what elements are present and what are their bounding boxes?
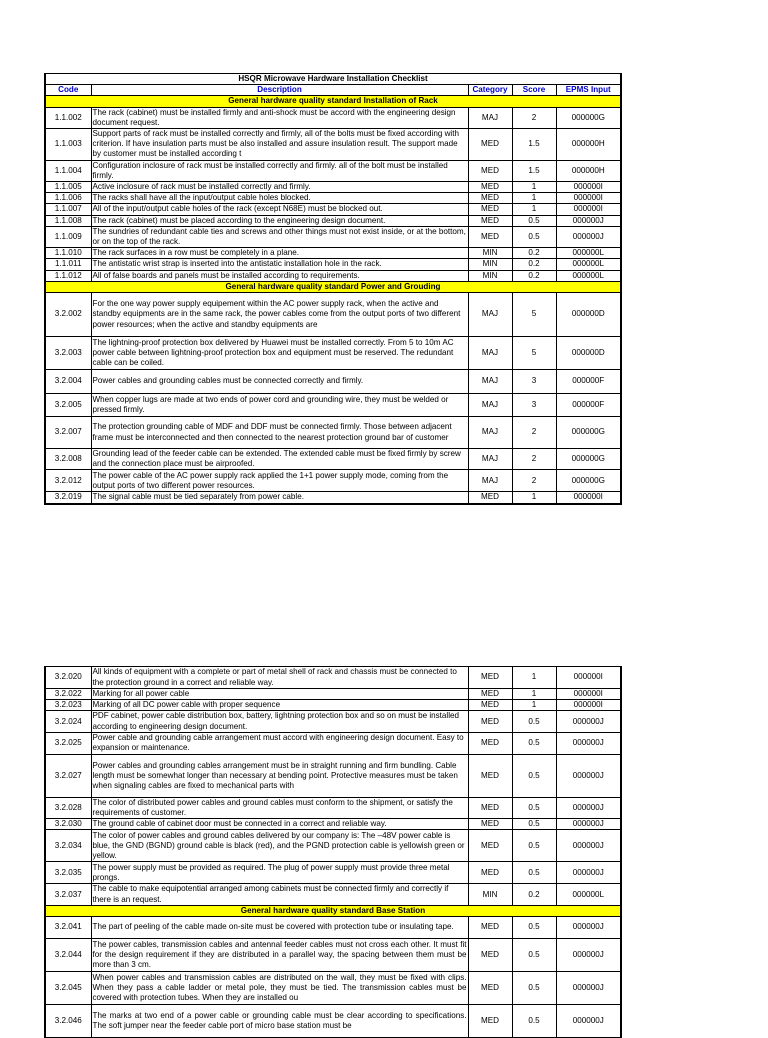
score-cell: 0.5	[512, 1005, 556, 1038]
score-cell: 2	[512, 449, 556, 470]
code-cell: 1.1.004	[45, 160, 91, 181]
epms-input-cell: 000000L	[556, 248, 621, 259]
code-cell: 3.2.041	[45, 917, 91, 939]
epms-input-cell: 000000D	[556, 293, 621, 337]
code-cell: 3.2.034	[45, 830, 91, 862]
category-cell: MAJ	[468, 449, 512, 470]
score-cell: 1	[512, 204, 556, 215]
score-cell: 2	[512, 470, 556, 492]
description-cell: Marking of all DC power cable with proper sequence	[91, 700, 468, 711]
code-cell: 3.2.024	[45, 711, 91, 732]
table-row	[45, 193, 621, 204]
code-cell: 1.1.005	[45, 182, 91, 193]
code-cell: 1.1.002	[45, 107, 91, 128]
epms-input-cell: 000000H	[556, 160, 621, 181]
epms-input-cell: 000000J	[556, 1005, 621, 1038]
table-row	[45, 1005, 621, 1038]
score-cell: 0.5	[512, 830, 556, 862]
description-cell: For the one way power supply equipement within the AC power supply rack, when the active and standby equipments are in the same rack, the power cables come from the output ports of two different power resources; when the active and standby equipments are	[91, 293, 468, 337]
score-cell: 3	[512, 394, 556, 417]
description-cell: Power cables and grounding cables must be connected correctly and firmly.	[91, 370, 468, 394]
table-row	[45, 394, 621, 417]
score-cell: 0.5	[512, 797, 556, 818]
code-cell: 1.1.006	[45, 193, 91, 204]
epms-input-cell: 000000L	[556, 259, 621, 270]
code-cell: 1.1.008	[45, 215, 91, 226]
section-row	[45, 281, 621, 292]
epms-input-cell: 000000J	[556, 939, 621, 972]
code-cell: 3.2.020	[45, 667, 91, 689]
table-row	[45, 248, 621, 259]
table-row	[45, 830, 621, 862]
table-row	[45, 917, 621, 939]
code-cell: 1.1.012	[45, 270, 91, 281]
epms-input-cell: 000000I	[556, 700, 621, 711]
epms-input-cell: 000000J	[556, 226, 621, 247]
description-cell: All of the input/output cable holes of the rack (except N68E) must be blocked out.	[91, 204, 468, 215]
code-cell: 3.2.044	[45, 939, 91, 972]
code-cell: 3.2.046	[45, 1005, 91, 1038]
code-cell: 3.2.003	[45, 337, 91, 370]
category-cell: MAJ	[468, 417, 512, 449]
description-cell: All of false boards and panels must be installed according to requirements.	[91, 270, 468, 281]
score-cell: 3	[512, 370, 556, 394]
epms-input-cell: 000000G	[556, 107, 621, 128]
code-cell: 3.2.028	[45, 797, 91, 818]
category-cell: MED	[468, 129, 512, 161]
category-cell: MED	[468, 1005, 512, 1038]
table-row	[45, 449, 621, 470]
code-cell: 3.2.012	[45, 470, 91, 492]
table-row	[45, 754, 621, 797]
section-heading: General hardware quality standard Base Station	[45, 905, 621, 916]
score-cell: 1	[512, 193, 556, 204]
score-cell: 0.2	[512, 270, 556, 281]
category-cell: MED	[468, 182, 512, 193]
description-cell: Configuration inclosure of rack must be installed correctly and firmly. all of the bolt must be installed firmly.	[91, 160, 468, 181]
table-row	[45, 972, 621, 1005]
epms-input-cell: 000000G	[556, 449, 621, 470]
epms-input-cell: 000000I	[556, 182, 621, 193]
table-row	[45, 732, 621, 754]
score-cell: 0.5	[512, 972, 556, 1005]
code-cell: 3.2.022	[45, 689, 91, 700]
category-cell: MED	[468, 754, 512, 797]
code-cell: 1.1.011	[45, 259, 91, 270]
epms-input-cell: 000000J	[556, 862, 621, 884]
score-cell: 5	[512, 337, 556, 370]
description-cell: Power cable and grounding cable arrangement must accord with engineering design document. Easy to expansion or maintenance.	[91, 732, 468, 754]
checklist-table-bottom	[44, 666, 622, 1038]
epms-input-cell: 000000I	[556, 667, 621, 689]
epms-input-cell: 000000F	[556, 370, 621, 394]
epms-input-cell: 000000J	[556, 711, 621, 732]
description-cell: The ground cable of cabinet door must be connected in a correct and reliable way.	[91, 819, 468, 830]
epms-input-cell: 000000H	[556, 129, 621, 161]
table-row	[45, 417, 621, 449]
table-row	[45, 129, 621, 161]
code-cell: 3.2.005	[45, 394, 91, 417]
table-row	[45, 337, 621, 370]
score-cell: 0.5	[512, 732, 556, 754]
checklist-table-top	[44, 73, 622, 505]
epms-input-cell: 000000F	[556, 394, 621, 417]
table-title: HSQR Microwave Hardware Installation Checklist	[45, 74, 621, 85]
table-row	[45, 862, 621, 884]
code-cell: 3.2.004	[45, 370, 91, 394]
epms-input-cell: 000000I	[556, 204, 621, 215]
description-cell: The power supply must be provided as required. The plug of power supply must provide three metal prongs.	[91, 862, 468, 884]
table-row	[45, 215, 621, 226]
description-cell: Active inclosure of rack must be installed correctly and firmly.	[91, 182, 468, 193]
section-row	[45, 96, 621, 107]
code-cell: 3.2.045	[45, 972, 91, 1005]
epms-input-cell: 000000D	[556, 337, 621, 370]
code-cell: 1.1.007	[45, 204, 91, 215]
table-row	[45, 204, 621, 215]
description-cell: All kinds of equipment with a complete or part of metal shell of rack and chassis must be connected to the protection ground in a correct and reliable way.	[91, 667, 468, 689]
description-cell: Grounding lead of the feeder cable can be extended. The extended cable must be fixed firmly by screw and the connection place must be airproofed.	[91, 449, 468, 470]
header-description: Description	[91, 85, 468, 96]
score-cell: 1	[512, 667, 556, 689]
table-row	[45, 370, 621, 394]
header-code: Code	[45, 85, 91, 96]
score-cell: 2	[512, 417, 556, 449]
category-cell: MED	[468, 215, 512, 226]
category-cell: MED	[468, 204, 512, 215]
category-cell: MED	[468, 160, 512, 181]
category-cell: MED	[468, 700, 512, 711]
code-cell: 3.2.030	[45, 819, 91, 830]
code-cell: 3.2.019	[45, 492, 91, 504]
code-cell: 3.2.027	[45, 754, 91, 797]
description-cell: The protection grounding cable of MDF and DDF must be connected firmly. Those between adjacent frame must be interconnected and then connected to the nearest protection ground bar of customer	[91, 417, 468, 449]
category-cell: MED	[468, 862, 512, 884]
description-cell: The antistatic wrist strap is inserted into the antistatic installation hole in the rack.	[91, 259, 468, 270]
description-cell: The sundries of redundant cable ties and screws and other things must not exist inside, or at the bottom, or on the top of the rack.	[91, 226, 468, 247]
epms-input-cell: 000000J	[556, 732, 621, 754]
table-row	[45, 797, 621, 818]
table-row	[45, 711, 621, 732]
table-row	[45, 939, 621, 972]
description-cell: Support parts of rack must be installed correctly and firmly, all of the bolts must be fixed according with criterion. If have insulation parts must be also installed and assure insulation result. The support made by customer must be installed according t	[91, 129, 468, 161]
category-cell: MIN	[468, 884, 512, 905]
table-row	[45, 689, 621, 700]
description-cell: Power cables and grounding cables arrangement must be in straight running and firm bundling. Cable length must be somewhat longer than necessary at bending point. Protective measures must be taken when signaling cables are fixed to mechanical parts with	[91, 754, 468, 797]
description-cell: The part of peeling of the cable made on-site must be covered with protection tube or insulating tape.	[91, 917, 468, 939]
description-cell: The rack surfaces in a row must be completely in a plane.	[91, 248, 468, 259]
description-cell: The lightning-proof protection box delivered by Huawei must be installed correctly. From 5 to 10m AC power cable between lightning-proof protection box and equipment must be reserved. The redundant cable can be coiled.	[91, 337, 468, 370]
score-cell: 1.5	[512, 160, 556, 181]
category-cell: MAJ	[468, 107, 512, 128]
table-row	[45, 226, 621, 247]
category-cell: MED	[468, 830, 512, 862]
category-cell: MED	[468, 226, 512, 247]
epms-input-cell: 000000G	[556, 417, 621, 449]
description-cell: Marking for all power cable	[91, 689, 468, 700]
description-cell: The cable to make equipotential arranged among cabinets must be connected firmly and correctly if there is an request.	[91, 884, 468, 905]
header-category: Category	[468, 85, 512, 96]
code-cell: 3.2.025	[45, 732, 91, 754]
score-cell: 0.2	[512, 248, 556, 259]
epms-input-cell: 000000J	[556, 830, 621, 862]
category-cell: MED	[468, 917, 512, 939]
description-cell: The rack (cabinet) must be installed firmly and anti-shock must be accord with the engineering design document request.	[91, 107, 468, 128]
category-cell: MIN	[468, 248, 512, 259]
code-cell: 1.1.009	[45, 226, 91, 247]
category-cell: MED	[468, 667, 512, 689]
code-cell: 3.2.008	[45, 449, 91, 470]
category-cell: MED	[468, 689, 512, 700]
code-cell: 3.2.007	[45, 417, 91, 449]
category-cell: MIN	[468, 270, 512, 281]
table-row	[45, 700, 621, 711]
description-cell: PDF cabinet, power cable distribution box, battery, lightning protection box and so on must be installed according to engineering design document.	[91, 711, 468, 732]
epms-input-cell: 000000J	[556, 972, 621, 1005]
description-cell: The marks at two end of a power cable or grounding cable must be clear according to specifications. The soft jumper near the feeder cable port of micro base station must be	[91, 1005, 468, 1038]
code-cell: 3.2.002	[45, 293, 91, 337]
epms-input-cell: 000000I	[556, 689, 621, 700]
code-cell: 3.2.023	[45, 700, 91, 711]
score-cell: 1	[512, 700, 556, 711]
description-cell: The color of distributed power cables and ground cables must conform to the shipment, or satisfy the requirements of customer.	[91, 797, 468, 818]
category-cell: MED	[468, 797, 512, 818]
code-cell: 1.1.003	[45, 129, 91, 161]
epms-input-cell: 000000J	[556, 215, 621, 226]
category-cell: MIN	[468, 259, 512, 270]
category-cell: MAJ	[468, 337, 512, 370]
epms-input-cell: 000000J	[556, 754, 621, 797]
score-cell: 1.5	[512, 129, 556, 161]
table-row	[45, 470, 621, 492]
score-cell: 1	[512, 492, 556, 504]
epms-input-cell: 000000J	[556, 797, 621, 818]
score-cell: 1	[512, 689, 556, 700]
score-cell: 0.5	[512, 711, 556, 732]
epms-input-cell: 000000L	[556, 270, 621, 281]
score-cell: 0.5	[512, 226, 556, 247]
table-row	[45, 819, 621, 830]
epms-input-cell: 000000I	[556, 492, 621, 504]
score-cell: 1	[512, 182, 556, 193]
code-cell: 3.2.037	[45, 884, 91, 905]
table-row	[45, 270, 621, 281]
description-cell: The power cable of the AC power supply rack applied the 1+1 power supply mode, coming from the output ports of two different power resources.	[91, 470, 468, 492]
table-row	[45, 293, 621, 337]
table-row	[45, 160, 621, 181]
description-cell: The signal cable must be tied separately from power cable.	[91, 492, 468, 504]
score-cell: 5	[512, 293, 556, 337]
score-cell: 0.5	[512, 819, 556, 830]
description-cell: The power cables, transmission cables and antennal feeder cables must not cross each other. It must fit for the design requirement if they are distributed in a parallel way, the spacing between them must be more than 3 cm.	[91, 939, 468, 972]
header-score: Score	[512, 85, 556, 96]
category-cell: MED	[468, 492, 512, 504]
table-row	[45, 884, 621, 905]
code-cell: 3.2.035	[45, 862, 91, 884]
score-cell: 0.5	[512, 939, 556, 972]
score-cell: 0.5	[512, 215, 556, 226]
category-cell: MED	[468, 732, 512, 754]
epms-input-cell: 000000J	[556, 819, 621, 830]
category-cell: MED	[468, 819, 512, 830]
category-cell: MED	[468, 939, 512, 972]
table-row	[45, 667, 621, 689]
header-epms-input: EPMS Input	[556, 85, 621, 96]
category-cell: MED	[468, 193, 512, 204]
description-cell: When copper lugs are made at two ends of power cord and grounding wire, they must be welded or pressed firmly.	[91, 394, 468, 417]
score-cell: 0.5	[512, 917, 556, 939]
description-cell: The color of power cables and ground cables delivered by our company is: The –48V power cable is blue, the GND (BGND) ground cable is black (red), and the PGND protection cable is yellowish green or yellow.	[91, 830, 468, 862]
epms-input-cell: 000000J	[556, 917, 621, 939]
table-row	[45, 182, 621, 193]
table-row	[45, 107, 621, 128]
table-row	[45, 259, 621, 270]
score-cell: 0.2	[512, 259, 556, 270]
category-cell: MAJ	[468, 293, 512, 337]
description-cell: The racks shall have all the input/output cable holes blocked.	[91, 193, 468, 204]
section-heading: General hardware quality standard Power and Grouding	[45, 281, 621, 292]
section-row	[45, 905, 621, 916]
epms-input-cell: 000000I	[556, 193, 621, 204]
epms-input-cell: 000000L	[556, 884, 621, 905]
category-cell: MED	[468, 711, 512, 732]
score-cell: 0.5	[512, 862, 556, 884]
description-cell: When power cables and transmission cables are distributed on the wall, they must be fixed with clips. When they pass a cable ladder or metal pole, they must be tied. The transmission cables must be covered with protection tubes. When they are installed ou	[91, 972, 468, 1005]
category-cell: MAJ	[468, 370, 512, 394]
score-cell: 2	[512, 107, 556, 128]
score-cell: 0.5	[512, 754, 556, 797]
score-cell: 0.2	[512, 884, 556, 905]
epms-input-cell: 000000G	[556, 470, 621, 492]
description-cell: The rack (cabinet) must be placed according to the engineering design document.	[91, 215, 468, 226]
category-cell: MAJ	[468, 470, 512, 492]
category-cell: MED	[468, 972, 512, 1005]
category-cell: MAJ	[468, 394, 512, 417]
section-heading: General hardware quality standard Installation of Rack	[45, 96, 621, 107]
table-row	[45, 492, 621, 504]
code-cell: 1.1.010	[45, 248, 91, 259]
